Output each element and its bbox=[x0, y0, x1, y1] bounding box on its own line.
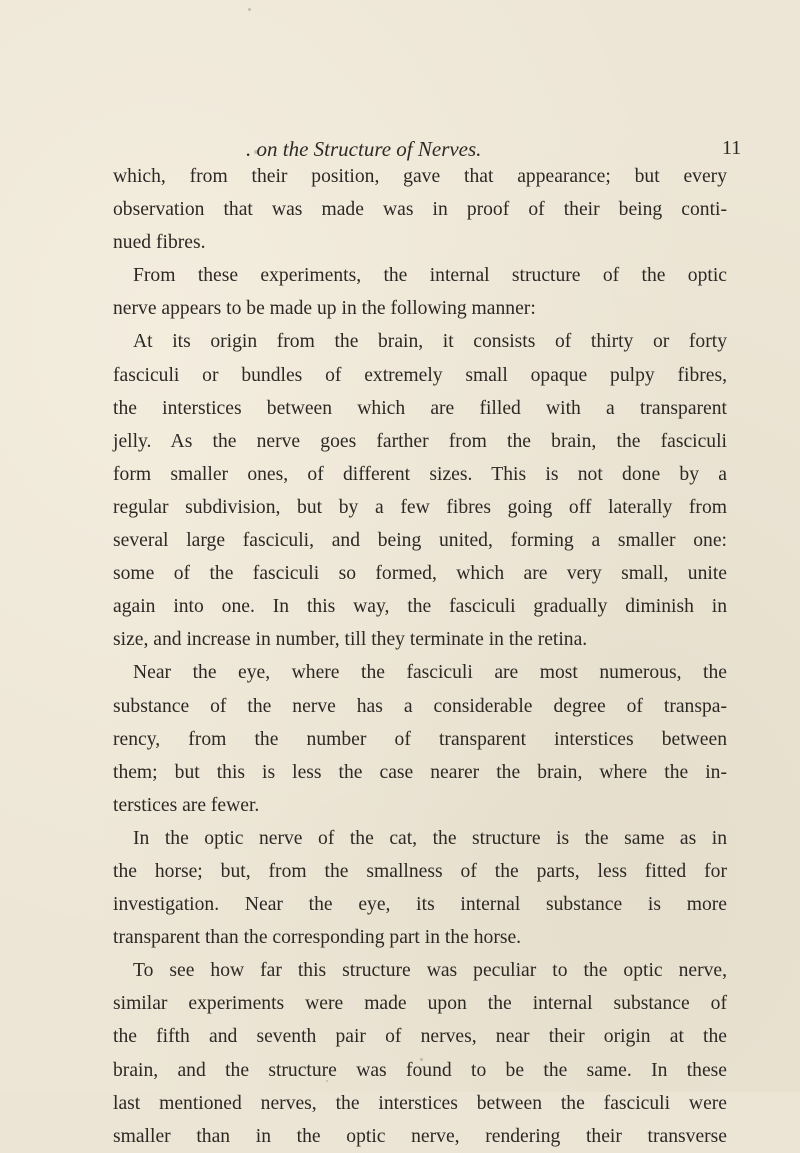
text-line: nued fibres. bbox=[113, 232, 206, 254]
text-line: To see how far this structure was peculiar to the optic nerve, bbox=[133, 960, 727, 982]
running-head bbox=[0, 133, 800, 163]
text-line: substance of the nerve has a considerable degree of transpa- bbox=[113, 695, 727, 717]
text-line: some of the fasciculi so formed, which are very small, unite bbox=[113, 563, 727, 585]
text-line: investigation. Near the eye, its internal substance is more bbox=[113, 894, 727, 916]
body-text bbox=[113, 160, 727, 1153]
text-line: regular subdivision, but by a few fibres going off laterally from bbox=[113, 496, 727, 518]
text-line: similar experiments were made upon the internal substance of bbox=[113, 993, 727, 1015]
text-line: jelly. As the nerve goes farther from the brain, the fasciculi bbox=[113, 430, 727, 452]
text-line: brain, and the structure was found to be the same. In these bbox=[113, 1059, 727, 1081]
text-line: fasciculi or bundles of extremely small opaque pulpy fibres, bbox=[113, 364, 727, 386]
text-line: transparent than the corresponding part in the horse. bbox=[113, 927, 522, 949]
text-line: From these experiments, the internal structure of the optic bbox=[133, 265, 727, 287]
text-line: several large fasciculi, and being united, forming a smaller one: bbox=[113, 530, 727, 552]
running-title: . on the Structure of Nerves. bbox=[246, 137, 482, 161]
text-line: the interstices between which are filled with a transparent bbox=[113, 397, 727, 419]
text-line: the fifth and seventh pair of nerves, near their origin at the bbox=[113, 1026, 727, 1048]
text-line: observation that was made was in proof of their being conti- bbox=[113, 199, 727, 221]
text-line: again into one. In this way, the fasciculi gradually diminish in bbox=[113, 596, 727, 618]
page-number: 11 bbox=[722, 137, 742, 159]
text-line: terstices are fewer. bbox=[113, 794, 260, 816]
text-line: Near the eye, where the fasciculi are most numerous, the bbox=[133, 662, 727, 684]
text-line: last mentioned nerves, the interstices between the fasciculi were bbox=[113, 1092, 727, 1114]
text-line: form smaller ones, of different sizes. This is not done by a bbox=[113, 463, 727, 485]
text-line: smaller than in the optic nerve, rendering their transverse bbox=[113, 1125, 727, 1147]
paper-speck bbox=[248, 8, 251, 11]
text-line: size, and increase in number, till they terminate in the retina. bbox=[113, 629, 588, 651]
text-line: nerve appears to be made up in the following manner: bbox=[113, 298, 536, 320]
text-line: rency, from the number of transparent interstices between bbox=[113, 728, 727, 750]
text-line: In the optic nerve of the cat, the structure is the same as in bbox=[133, 827, 727, 849]
text-line: the horse; but, from the smallness of the parts, less fitted for bbox=[113, 860, 727, 882]
text-line: them; but this is less the case nearer the brain, where the in- bbox=[113, 761, 727, 783]
text-line: At its origin from the brain, it consists of thirty or forty bbox=[133, 331, 727, 353]
text-line: which, from their position, gave that appearance; but every bbox=[113, 166, 727, 187]
